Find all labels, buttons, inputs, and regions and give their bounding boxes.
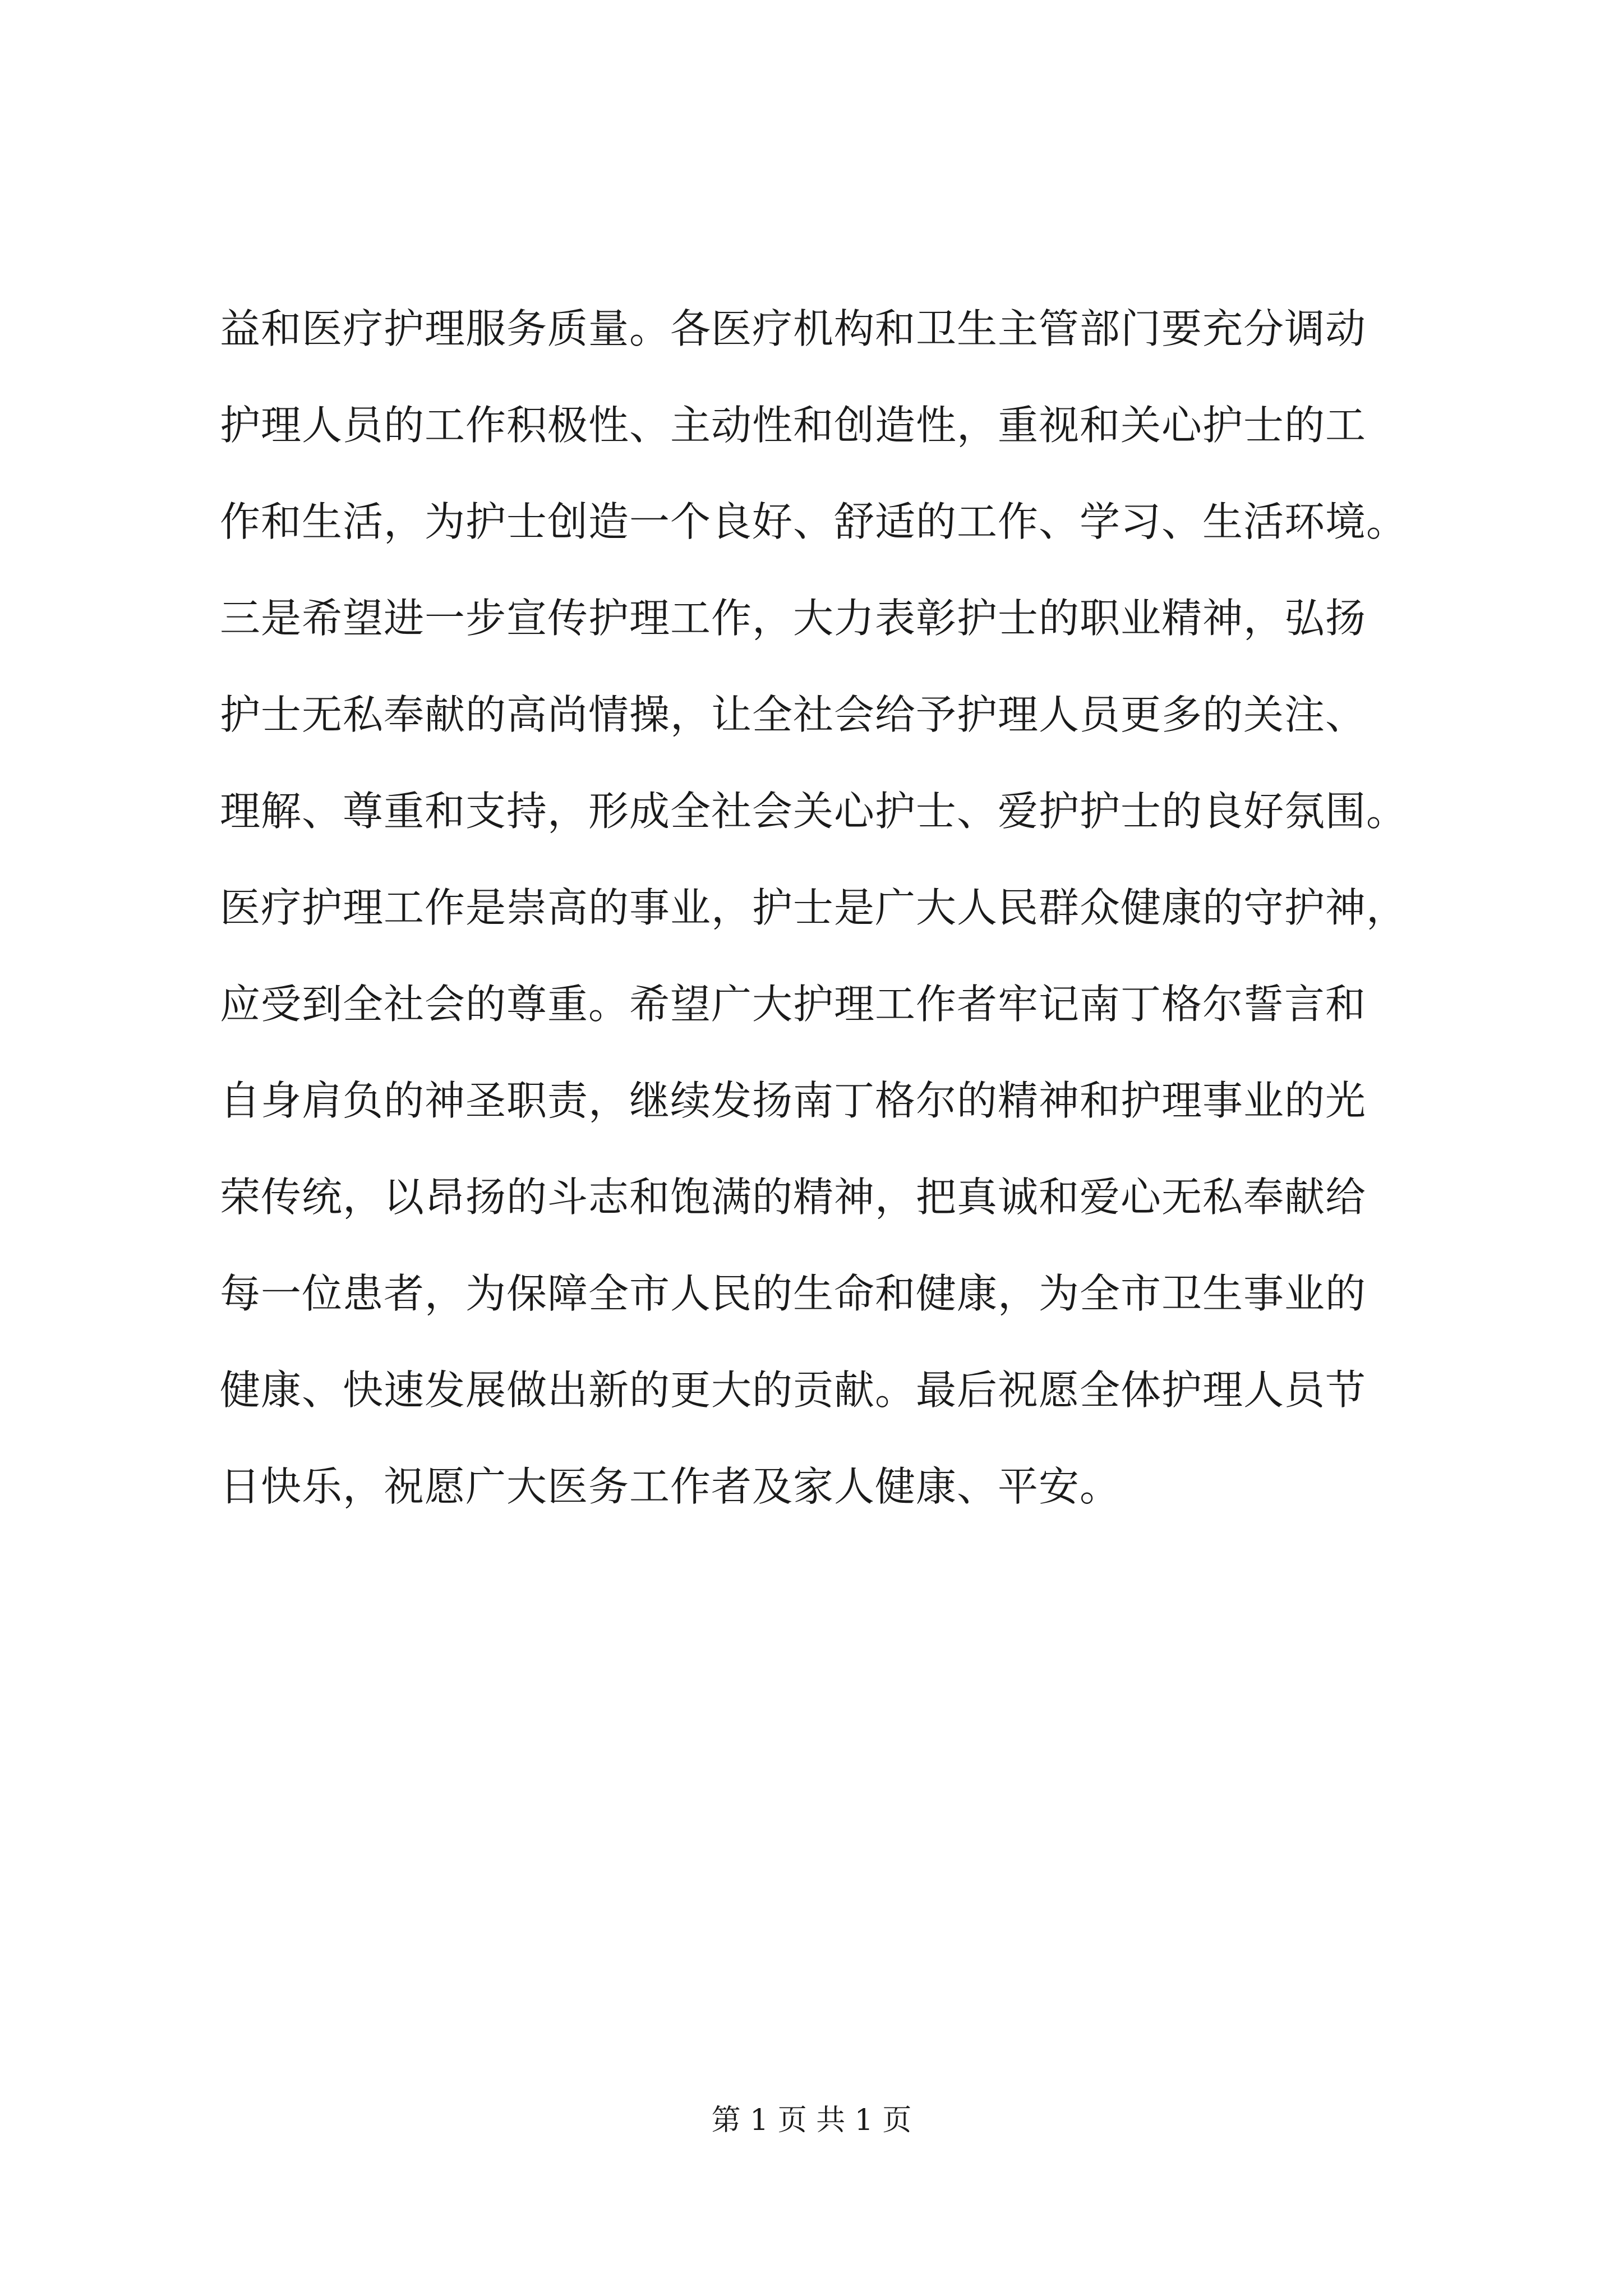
text-line: 三是希望进一步宣传护理工作，大力表彰护士的职业精神，弘扬	[220, 595, 1367, 642]
text-line: 健康、快速发展做出新的更大的贡献。最后祝愿全体护理人员节	[220, 1366, 1367, 1414]
body-text	[220, 280, 1431, 1535]
page-footer: 第 1 页 共 1 页	[711, 2104, 912, 2137]
text-line: 荣传统，以昂扬的斗志和饱满的精神，把真诚和爱心无私奉献给	[220, 1174, 1367, 1221]
text-line: 护理人员的工作积极性、主动性和创造性，重视和关心护士的工	[220, 402, 1367, 449]
text-line: 作和生活，为护士创造一个良好、舒适的工作、学习、生活环境。	[220, 498, 1408, 545]
text-line: 每一位患者，为保障全市人民的生命和健康，为全市卫生事业的	[220, 1270, 1367, 1317]
text-line: 益和医疗护理服务质量。各医疗机构和卫生主管部门要充分调动	[220, 305, 1367, 352]
text-line: 医疗护理工作是崇高的事业，护士是广大人民群众健康的守护神，	[220, 884, 1408, 931]
text-line: 应受到全社会的尊重。希望广大护理工作者牢记南丁格尔誓言和	[220, 981, 1367, 1028]
text-line: 理解、尊重和支持，形成全社会关心护士、爱护护士的良好氛围。	[220, 788, 1408, 835]
text-line: 自身肩负的神圣职责，继续发扬南丁格尔的精神和护理事业的光	[220, 1077, 1367, 1124]
text-line: 护士无私奉献的高尚情操，让全社会给予护理人员更多的关注、	[220, 691, 1367, 738]
text-line: 日快乐，祝愿广大医务工作者及家人健康、平安。	[220, 1463, 1121, 1510]
